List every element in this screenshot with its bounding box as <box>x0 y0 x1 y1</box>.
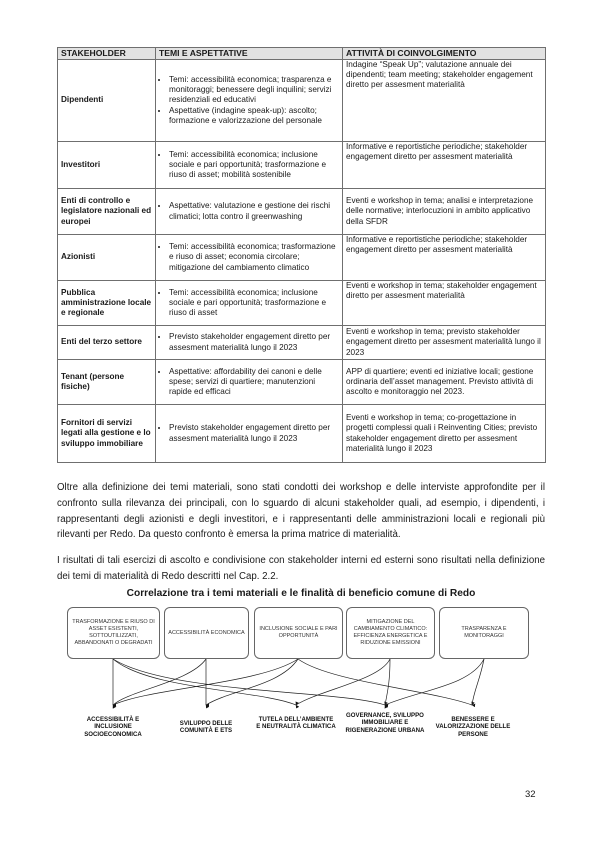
stakeholder-cell: Pubblica amministrazione locale e regionale <box>58 281 156 326</box>
goal-label: TUTELA DELL’AMBIENTE E NEUTRALITÀ CLIMATICA <box>256 716 336 731</box>
activities-cell: Informative e reportistiche periodiche; stakeholder engagement diretto per assesment materialità <box>343 142 546 189</box>
body-paragraph: Oltre alla definizione dei temi materiali, sono stati condotti dei workshop e delle interviste approfondite per il confronto sulla rilevanza dei principali, con lo sguardo di alcuni stakeholder quali, ad esempio, i dipendenti, i rappresentanti degli azionisti e degli investitori, e i rappresentanti delle amministrazioni locali e regionali più rilevanti per Redo. Da questo confronto è emersa la prima matrice di materialità. <box>57 482 545 541</box>
topic-box: MITIGAZIONE DEL CAMBIAMENTO CLIMATICO: EFFICIENZA ENERGETICA E RIDUZIONE EMISSIONI <box>346 607 435 659</box>
activities-cell: Eventi e workshop in tema; previsto stakeholder engagement diretto per assesment materialità lungo il 2023 <box>343 326 546 360</box>
diagram-title: Correlazione tra i temi materiali e le finalità di beneficio comune di Redo <box>126 588 476 599</box>
topic-box: ACCESSIBILITÀ ECONOMICA <box>164 607 249 659</box>
stakeholder-cell: Azionisti <box>58 235 156 281</box>
goal-label: SVILUPPO DELLE COMUNITÀ E ETS <box>179 720 233 735</box>
goal-label: BENESSERE E VALORIZZAZIONE DELLE PERSONE <box>435 716 511 738</box>
stakeholder-cell: Investitori <box>58 142 156 189</box>
connector-line <box>113 659 296 705</box>
theme-item: • Previsto stakeholder engagement diretto per assesment materialità lungo il 2023 <box>169 423 339 443</box>
activities-cell: Eventi e workshop in tema; analisi e interpretazione delle normative; interlocuzioni in ambito applicativo della SFDR <box>343 189 546 235</box>
topic-box: TRASFORMAZIONE E RIUSO DI ASSET ESISTENTI, SOTTOUTILIZZATI, ABBANDONATI O DEGRADATI <box>67 607 160 659</box>
stakeholder-cell: Tenant (persone fisiche) <box>58 360 156 405</box>
activities-cell: APP di quartiere; eventi ed iniziative locali; gestione ordinaria dell’asset management. Previsto attività di ascolto e monitoraggio nel 2023. <box>343 360 546 405</box>
stakeholder-cell: Fornitori di servizi legati alla gestione e lo sviluppo immobiliare <box>58 405 156 463</box>
goal-label: ACCESSIBILITÀ E INCLUSIONE SOCIOECONOMICA <box>84 716 142 738</box>
theme-item: • Temi: accessibilità economica; inclusione sociale e pari opportunità; trasformazione e riuso di asset; mobilità sostenibile <box>169 150 339 181</box>
stakeholder-cell: Enti di controllo e legislatore nazionali ed europei <box>58 189 156 235</box>
topic-box: TRASPARENZA E MONITORAGGI <box>439 607 529 659</box>
header-stakeholder: STAKEHOLDER <box>58 48 156 60</box>
stakeholder-cell: Dipendenti <box>58 60 156 142</box>
activities-cell: Eventi e workshop in tema; stakeholder engagement diretto per assesment materialità <box>343 281 546 326</box>
connector-line <box>113 659 385 705</box>
theme-item: • Temi: accessibilità economica; trasformazione e riuso di asset; economia circolare; mitigazione del cambiamento climatico <box>169 242 339 273</box>
header-themes: TEMI E ASPETTATIVE <box>156 48 343 60</box>
activities-cell: Informative e reportistiche periodiche; stakeholder engagement diretto per assesment materialità <box>343 235 546 281</box>
topic-box: INCLUSIONE SOCIALE E PARI OPPORTUNITÀ <box>254 607 343 659</box>
stakeholder-cell: Enti del terzo settore <box>58 326 156 360</box>
header-activities: ATTIVITÀ DI COINVOLGIMENTO <box>343 48 546 60</box>
body-paragraph: I risultati di tali esercizi di ascolto e condivisione con stakeholder interni ed esterni sono risultati nella definizione dei temi di materialità di Redo descritti nel Cap. 2.2. <box>57 555 545 582</box>
activities-cell: Eventi e workshop in tema; co-progettazione in progetti complessi quali i Reinventing Cities; previsto stakeholder engagement diretto per assesment materialità lungo il 2023 <box>343 405 546 463</box>
activities-cell: Indagine “Speak Up”; valutazione annuale dei dipendenti; team meeting; stakeholder engagement diretto per assesment materialità <box>343 60 546 142</box>
theme-item: • Temi: accessibilità economica; inclusione sociale e pari opportunità; trasformazione e riuso di asset <box>169 288 339 319</box>
theme-item: • Aspettative (indagine speak-up): ascolto; formazione e valorizzazione del personale <box>169 106 339 126</box>
connector-line <box>472 659 484 705</box>
goal-label: GOVERNANCE, SVILUPPO IMMOBILIARE E RIGENERAZIONE URBANA <box>345 712 425 734</box>
connector-line <box>385 659 390 705</box>
theme-item: • Aspettative: affordability dei canoni e delle spese; servizi di quartiere; manutenzioni rapide ed efficaci <box>169 367 339 398</box>
connector-line <box>385 659 484 705</box>
theme-item: • Previsto stakeholder engagement diretto per assesment materialità lungo il 2023 <box>169 332 339 352</box>
theme-item: • Aspettative: valutazione e gestione dei rischi climatici; lotta contro il greenwashing <box>169 201 339 221</box>
page-number: 32 <box>525 789 536 800</box>
theme-item: • Temi: accessibilità economica; trasparenza e monitoraggi; benessere degli inquilini; servizi residenziali ed educativi <box>169 75 339 106</box>
